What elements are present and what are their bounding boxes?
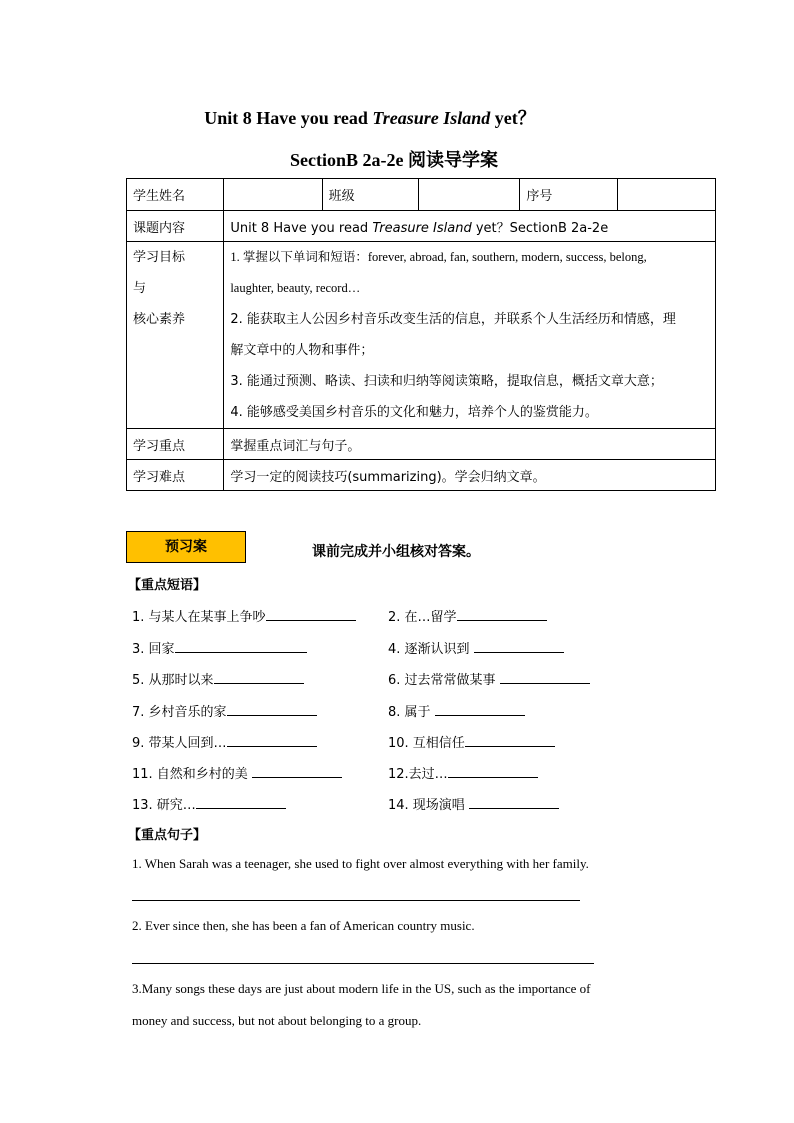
answer-blank[interactable] xyxy=(465,734,555,747)
phrase-item: 9. 带某人回到… xyxy=(132,732,317,751)
answer-blank[interactable] xyxy=(435,703,525,716)
sentences-heading: 【重点句子】 xyxy=(128,828,207,843)
topic-label: 课题内容 xyxy=(127,211,224,242)
answer-line[interactable] xyxy=(132,963,594,964)
topic-value: Unit 8 Have you read Treasure Island yet？SectionB 2a-2e xyxy=(224,211,716,242)
phrase-item: 10. 互相信任 xyxy=(388,732,555,751)
preview-badge: 预习案 xyxy=(126,531,246,563)
seat-number-label: 序号 xyxy=(520,179,617,211)
phrase-item: 8. 属于 xyxy=(388,701,525,720)
key-sentence-3-cont: money and success, but not about belonging to a group. xyxy=(132,1013,422,1028)
phrase-item: 1. 与某人在某事上争吵 xyxy=(132,606,356,625)
lesson-info-table xyxy=(126,178,716,491)
phrase-item: 6. 过去常常做某事 xyxy=(388,669,590,688)
key-sentence-2: 2. Ever since then, she has been a fan of American country music. xyxy=(132,918,475,933)
phrase-item: 14. 现场演唱 xyxy=(388,794,559,813)
answer-blank[interactable] xyxy=(500,671,590,684)
goals-label: 学习目标 与 核心素养 xyxy=(127,242,224,429)
class-field[interactable] xyxy=(418,179,519,211)
page-title: Unit 8 Have you read Treasure Island yet？ xyxy=(204,108,536,128)
difficulties-value: 学习一定的阅读技巧(summarizing)。学会归纳文章。 xyxy=(224,460,716,491)
answer-blank[interactable] xyxy=(474,640,564,653)
phrase-item: 5. 从那时以来 xyxy=(132,669,304,688)
student-name-field[interactable] xyxy=(224,179,322,211)
phrase-item: 7. 乡村音乐的家 xyxy=(132,701,317,720)
difficulties-label: 学习难点 xyxy=(127,460,224,491)
answer-blank[interactable] xyxy=(266,608,356,621)
answer-blank[interactable] xyxy=(227,734,317,747)
phrase-item: 4. 逐渐认识到 xyxy=(388,638,564,657)
phrase-item: 2. 在…留学 xyxy=(388,606,547,625)
preview-instruction: 课前完成并小组核对答案。 xyxy=(312,544,480,560)
answer-blank[interactable] xyxy=(196,796,286,809)
answer-blank[interactable] xyxy=(227,703,317,716)
page-subtitle: SectionB 2a-2e 阅读导学案 xyxy=(290,150,498,170)
class-label: 班级 xyxy=(322,179,418,211)
key-points-value: 掌握重点词汇与句子。 xyxy=(224,429,716,460)
answer-blank[interactable] xyxy=(175,640,307,653)
answer-blank[interactable] xyxy=(469,796,559,809)
phrase-item: 12.去过… xyxy=(388,763,538,782)
answer-blank[interactable] xyxy=(252,765,342,778)
answer-blank[interactable] xyxy=(214,671,304,684)
answer-blank[interactable] xyxy=(457,608,547,621)
answer-blank[interactable] xyxy=(448,765,538,778)
key-sentence-3: 3.Many songs these days are just about modern life in the US, such as the importance of xyxy=(132,981,591,996)
phrase-item: 3. 回家 xyxy=(132,638,307,657)
student-name-label: 学生姓名 xyxy=(127,179,224,211)
answer-line[interactable] xyxy=(132,900,580,901)
key-points-label: 学习重点 xyxy=(127,429,224,460)
key-sentence-1: 1. When Sarah was a teenager, she used to fight over almost everything with her family. xyxy=(132,856,589,871)
seat-number-field[interactable] xyxy=(617,179,715,211)
goals-content: 1. 掌握以下单词和短语：forever, abroad, fan, southern, modern, success, belong, laughter, beauty, record… 2. 能获取主人公因乡村音乐改变生活的信息，并联系个人生活经历和情感，理 解文章中的人物和事件； 3. 能通过预测、略读、扫读和归纳等阅读策略，提取信息，概括文章大意； 4. 能够感受美国乡村音乐的文化和魅力，培养个人的鉴赏能力。 xyxy=(224,242,716,429)
phrases-heading: 【重点短语】 xyxy=(128,578,207,593)
phrase-item: 11. 自然和乡村的美 xyxy=(132,763,342,782)
phrase-item: 13. 研究… xyxy=(132,794,286,813)
